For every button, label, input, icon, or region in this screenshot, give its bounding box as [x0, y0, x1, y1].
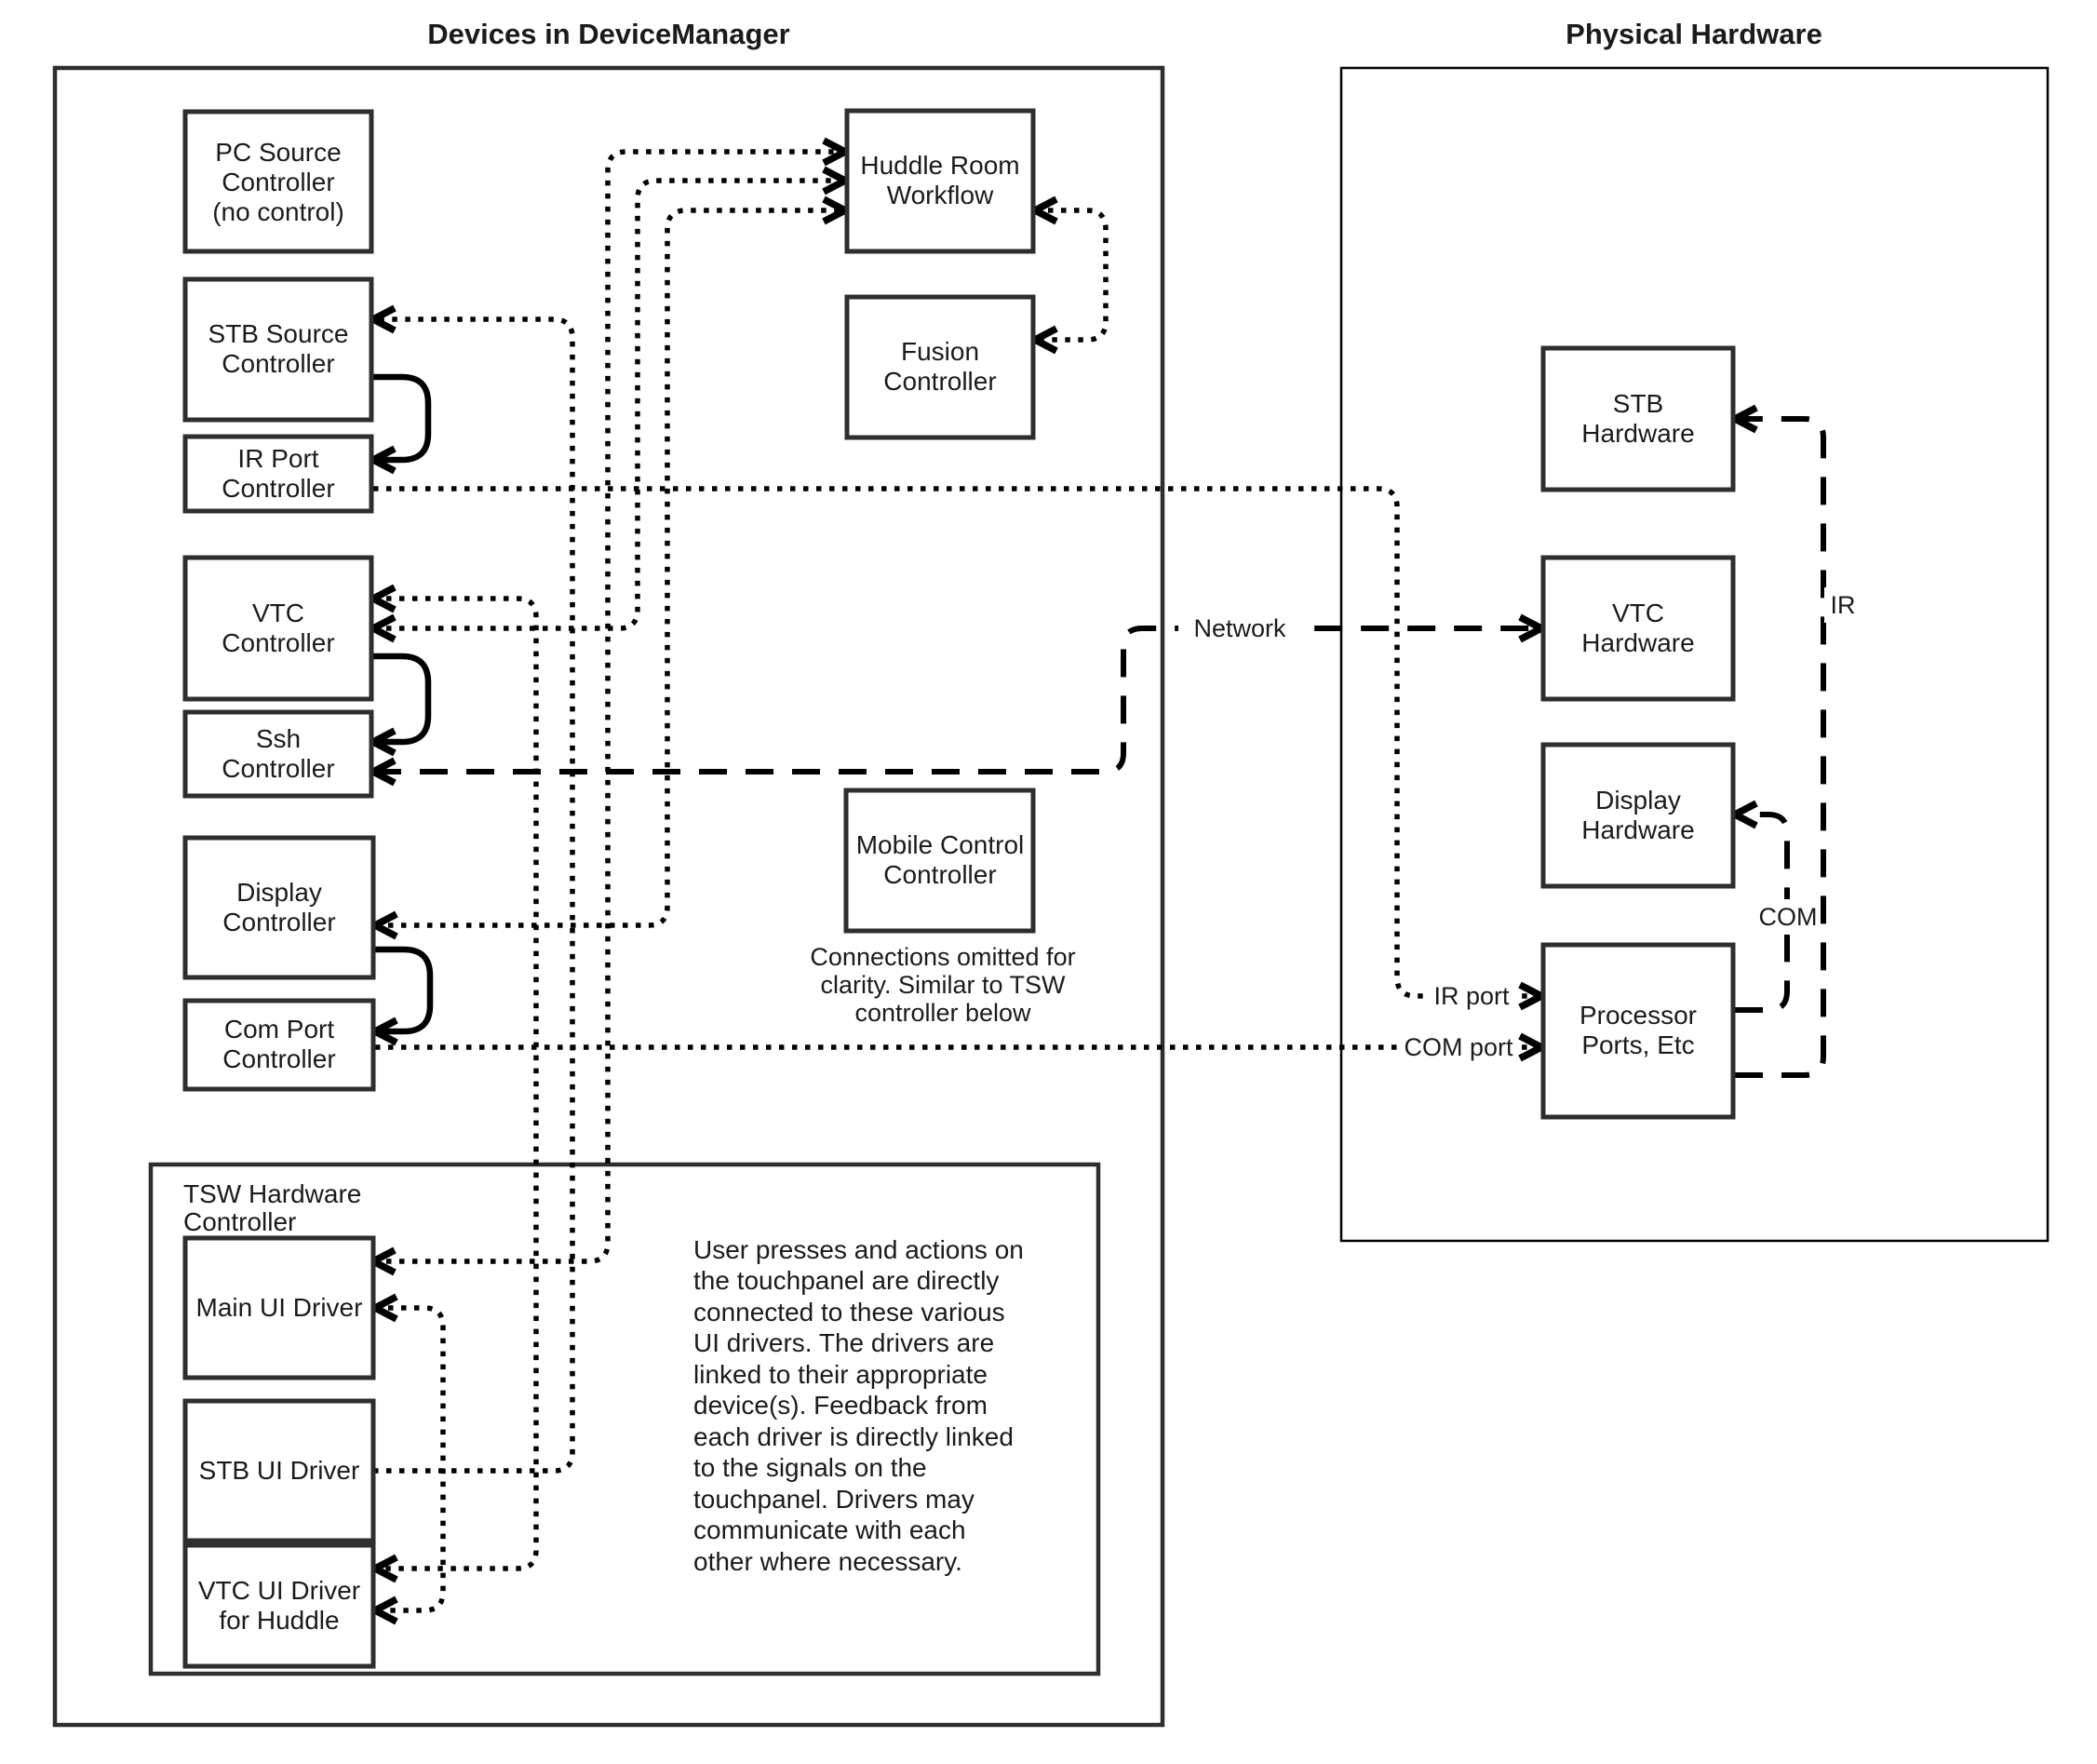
node-fusion-controller — [847, 297, 1033, 438]
link-vtc-ssh — [373, 656, 428, 742]
ir-port-line-label — [1428, 978, 1515, 1014]
tsw-container-label: Controller — [183, 1207, 297, 1236]
node-label: Hardware — [1581, 419, 1695, 448]
note-line: the touchpanel are directly — [693, 1266, 1000, 1295]
node-label: Huddle Room — [860, 151, 1020, 180]
node-label: Controller — [883, 367, 997, 396]
node-label: Controller — [222, 628, 335, 657]
node-label: Controller — [222, 168, 335, 196]
node-processor-ports — [1543, 945, 1733, 1117]
node-mobile-control-controller — [846, 790, 1033, 931]
right-panel-title: Physical Hardware — [1566, 18, 1822, 50]
node-label: STB — [1612, 389, 1664, 418]
node-label: Controller — [222, 908, 336, 936]
node-pc-source-controller — [185, 112, 371, 251]
link-stbui-stbsource — [373, 319, 572, 1471]
node-label: Controller — [222, 349, 335, 378]
node-label: VTC UI Driver — [197, 1576, 361, 1605]
note-line: connected to these various — [693, 1298, 1005, 1326]
node-stb-source-controller — [185, 279, 371, 420]
mobile-note — [810, 943, 1075, 1027]
node-label: (no control) — [212, 197, 344, 226]
com-label: COM — [1758, 903, 1818, 931]
node-huddle-room-workflow — [847, 111, 1033, 251]
node-label: STB Source — [208, 319, 349, 348]
node-label: Display — [1595, 786, 1681, 815]
node-label: Controller — [222, 1044, 336, 1073]
node-label: Ports, Etc — [1581, 1030, 1695, 1059]
note-line: linked to their appropriate — [693, 1360, 988, 1389]
node-label: Controller — [222, 754, 335, 783]
node-label: Fusion — [900, 337, 980, 366]
link-display-comport — [375, 949, 430, 1031]
note-line: device(s). Feedback from — [693, 1391, 988, 1420]
node-label: STB UI Driver — [198, 1456, 360, 1485]
node-stb-ui-driver — [185, 1401, 373, 1541]
node-label: Processor — [1579, 1001, 1698, 1030]
node-label: VTC — [252, 599, 304, 627]
node-label: Controller — [883, 860, 997, 889]
network-label: Network — [1193, 614, 1286, 642]
node-stb-hardware — [1543, 348, 1733, 490]
node-label: Hardware — [1581, 815, 1695, 844]
note-line: touchpanel. Drivers may — [693, 1485, 975, 1514]
note-line: other where necessary. — [693, 1547, 962, 1576]
link-mainui-vtcui — [375, 1308, 443, 1610]
node-ssh-controller — [185, 712, 371, 796]
note-line: UI drivers. The drivers are — [693, 1328, 995, 1357]
node-label: Controller — [222, 474, 335, 503]
com-line-label — [1755, 899, 1821, 935]
node-vtc-hardware — [1543, 558, 1733, 699]
node-label: Workflow — [886, 181, 994, 209]
ir-label: IR — [1830, 591, 1856, 619]
note-line: Connections omitted for — [810, 943, 1076, 971]
link-ssh-vtchw-network — [373, 628, 1541, 772]
node-vtc-ui-driver — [185, 1545, 373, 1666]
node-main-ui-driver — [185, 1238, 373, 1378]
tsw-note — [693, 1235, 1024, 1576]
com-port-label: COM port — [1404, 1033, 1513, 1061]
ir-line-label — [1824, 587, 1862, 623]
node-label: Hardware — [1581, 628, 1695, 657]
node-label: Main UI Driver — [195, 1293, 363, 1322]
tsw-container-label: TSW Hardware — [183, 1179, 362, 1208]
node-label: Com Port — [223, 1015, 335, 1044]
node-label: Mobile Control — [855, 830, 1025, 859]
node-vtc-controller — [185, 558, 371, 699]
link-huddle-fusion — [1035, 210, 1106, 340]
node-display-controller — [185, 838, 373, 977]
note-line: clarity. Similar to TSW — [820, 971, 1066, 999]
com-port-line-label — [1402, 1030, 1515, 1065]
node-label: Display — [236, 878, 322, 907]
node-label: for Huddle — [219, 1606, 340, 1635]
network-line-label — [1178, 611, 1301, 646]
node-label: Ssh — [255, 724, 302, 753]
note-line: communicate with each — [693, 1515, 966, 1544]
node-ir-port-controller — [185, 437, 371, 511]
left-panel-title: Devices in DeviceManager — [427, 18, 790, 50]
link-stbsource-irport — [373, 377, 428, 460]
node-label: VTC — [1612, 599, 1664, 627]
ir-port-label: IR port — [1433, 982, 1510, 1010]
note-line: each driver is directly linked — [693, 1422, 1014, 1451]
node-label: PC Source — [215, 138, 342, 167]
link-processor-stbhw-ir — [1735, 419, 1823, 1075]
note-line: to the signals on the — [693, 1453, 927, 1482]
node-display-hardware — [1543, 745, 1733, 886]
note-line: controller below — [854, 999, 1031, 1027]
node-com-port-controller — [185, 1001, 373, 1089]
note-line: User presses and actions on — [693, 1235, 1024, 1264]
node-label: IR Port — [237, 444, 319, 473]
